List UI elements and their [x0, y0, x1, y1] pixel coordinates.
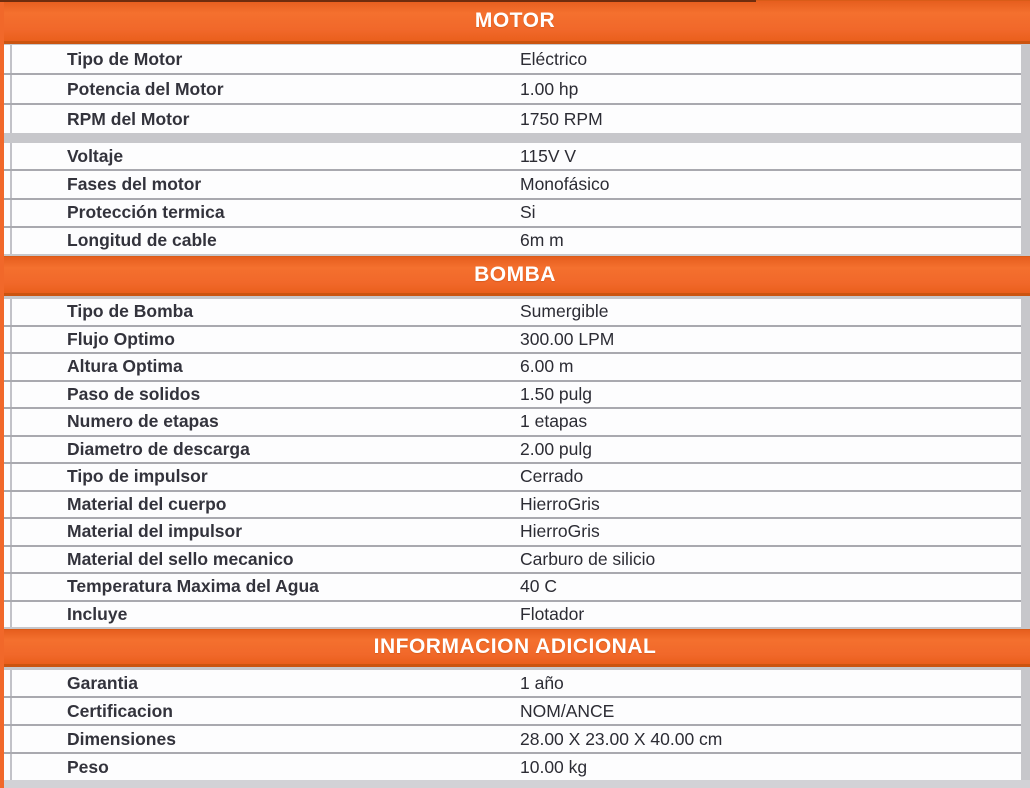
- table-row: [4, 492, 1021, 518]
- top-edge-line: [0, 0, 756, 2]
- table-row: [4, 299, 1021, 325]
- spec-label: Longitud de cable: [67, 230, 217, 251]
- spec-label: Certificacion: [67, 700, 173, 721]
- table-row: [4, 519, 1021, 545]
- spec-label: Temperatura Maxima del Agua: [67, 576, 319, 597]
- spec-value: 28.00 X 23.00 X 40.00 cm: [520, 728, 723, 749]
- section-header-informacion-adicional: [0, 629, 1030, 667]
- spec-value: HierroGris: [520, 493, 600, 514]
- table-row: [4, 726, 1021, 752]
- section-title: BOMBA: [474, 263, 556, 286]
- spec-label: Tipo de impulsor: [67, 466, 208, 487]
- informacion-adicional-rows-group: [4, 670, 1021, 780]
- spec-value: 1750 RPM: [520, 108, 603, 129]
- spec-label: Material del sello mecanico: [67, 548, 294, 569]
- section-header-motor: [0, 0, 1030, 44]
- spec-label: Diametro de descarga: [67, 438, 250, 459]
- table-row: [4, 754, 1021, 780]
- spec-value: NOM/ANCE: [520, 700, 615, 721]
- table-row: [4, 382, 1021, 408]
- bottom-edge-strip: [0, 780, 1030, 788]
- spec-value: 1.00 hp: [520, 78, 579, 99]
- spec-label: Tipo de Motor: [67, 48, 183, 69]
- table-row: [4, 574, 1021, 600]
- spec-label: Voltaje: [67, 145, 124, 166]
- spec-label: Protección termica: [67, 202, 225, 223]
- motor-rows-group-2: [4, 143, 1021, 254]
- spec-label: RPM del Motor: [67, 108, 190, 129]
- table-row: [4, 75, 1021, 103]
- table-row: [4, 171, 1021, 197]
- spec-value: 1.50 pulg: [520, 383, 593, 404]
- spec-value: Carburo de silicio: [520, 548, 656, 569]
- section-title: INFORMACION ADICIONAL: [373, 635, 657, 658]
- table-row: [4, 200, 1021, 226]
- motor-rows-group-1: [4, 45, 1021, 133]
- spec-label: Incluye: [67, 603, 128, 624]
- spec-value: 115V V: [520, 145, 577, 166]
- spec-label: Numero de etapas: [67, 411, 219, 432]
- spec-value: Flotador: [520, 603, 585, 624]
- table-row: [4, 547, 1021, 573]
- left-accent-stripe: [0, 0, 4, 788]
- spec-label: Garantia: [67, 672, 138, 693]
- table-row: [4, 437, 1021, 463]
- section-header-bomba: [0, 256, 1030, 296]
- spec-value: HierroGris: [520, 521, 600, 542]
- table-row: [4, 143, 1021, 169]
- spec-label: Fases del motor: [67, 173, 202, 194]
- table-row: [4, 327, 1021, 353]
- spec-value: 1 año: [520, 672, 564, 693]
- spec-value: 300.00 LPM: [520, 328, 615, 349]
- bomba-rows-group: [4, 299, 1021, 627]
- spec-value: Eléctrico: [520, 48, 588, 69]
- spec-label: Flujo Optimo: [67, 328, 175, 349]
- table-row: [4, 602, 1021, 628]
- spec-value: Sumergible: [520, 301, 609, 322]
- spec-value: 6.00 m: [520, 356, 574, 377]
- spec-label: Material del impulsor: [67, 521, 243, 542]
- spec-value: Si: [520, 202, 536, 223]
- spec-value: 40 C: [520, 576, 557, 597]
- table-row: [4, 45, 1021, 73]
- spec-label: Tipo de Bomba: [67, 301, 194, 322]
- spec-value: 6m m: [520, 230, 564, 251]
- table-row: [4, 105, 1021, 133]
- section-title: MOTOR: [474, 9, 556, 32]
- spec-value: Cerrado: [520, 466, 584, 487]
- spec-label: Peso: [67, 756, 109, 777]
- table-row: [4, 698, 1021, 724]
- spec-value: 1 etapas: [520, 411, 588, 432]
- spec-value: 10.00 kg: [520, 756, 588, 777]
- table-row: [4, 409, 1021, 435]
- spec-label: Potencia del Motor: [67, 78, 224, 99]
- table-row: [4, 670, 1021, 696]
- spec-label: Paso de solidos: [67, 383, 201, 404]
- table-row: [4, 354, 1021, 380]
- table-row: [4, 464, 1021, 490]
- table-row: [4, 228, 1021, 254]
- spec-label: Dimensiones: [67, 728, 176, 749]
- spec-label: Material del cuerpo: [67, 493, 227, 514]
- spec-label: Altura Optima: [67, 356, 183, 377]
- spec-value: 2.00 pulg: [520, 438, 593, 459]
- spec-value: Monofásico: [520, 173, 610, 194]
